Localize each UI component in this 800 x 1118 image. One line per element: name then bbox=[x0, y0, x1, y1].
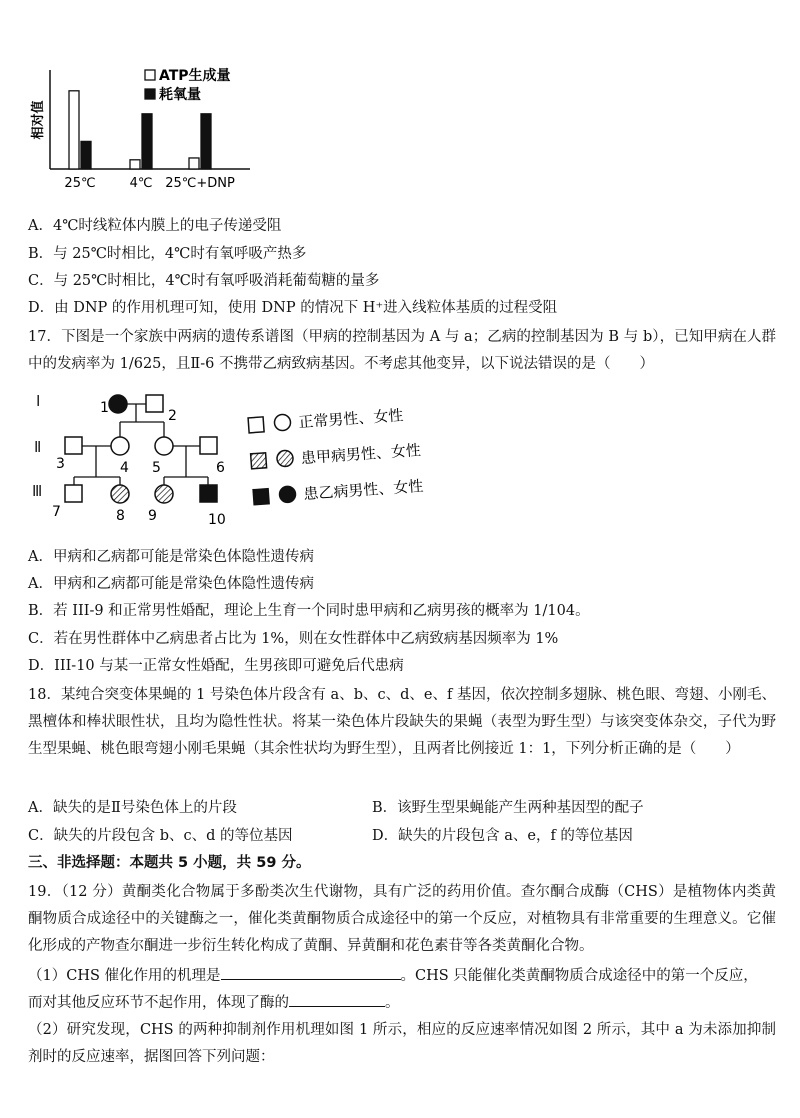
y-axis-label: 相对值 bbox=[31, 100, 46, 140]
individual-8-affected-a-female bbox=[111, 485, 129, 503]
bar-oxygen-0 bbox=[81, 141, 91, 169]
legend-label: ATP生成量 bbox=[159, 68, 231, 84]
legend-affected-a-male-icon bbox=[251, 453, 267, 469]
individual-number: 9 bbox=[148, 508, 157, 524]
individual-number: 4 bbox=[120, 460, 129, 476]
individual-number: 6 bbox=[216, 460, 225, 476]
q19-sub1-text: 。CHS 只能催化类黄酮物质合成途径中的第一个反应， bbox=[400, 968, 758, 984]
generation-label: Ⅰ bbox=[36, 392, 41, 410]
bar-atp-2 bbox=[189, 158, 199, 169]
bar-oxygen-1 bbox=[142, 114, 152, 169]
legend-normal-male-icon bbox=[248, 417, 264, 433]
bar-oxygen-2 bbox=[201, 114, 211, 169]
individual-7-normal-male bbox=[65, 485, 82, 502]
individual-number: 1 bbox=[100, 400, 109, 416]
legend-label: 患甲病男性、女性 bbox=[300, 440, 422, 468]
legend-swatch bbox=[145, 89, 155, 99]
q16-option-a: A．4℃时线粒体内膜上的电子传递受阻 bbox=[28, 218, 282, 234]
generation-label: Ⅱ bbox=[34, 438, 42, 456]
legend-normal-female-icon bbox=[274, 414, 291, 431]
q19-sub1-text: 。 bbox=[385, 995, 400, 1011]
generation-label: Ⅲ bbox=[32, 482, 43, 500]
q17-stem: 17．下图是一个家族中两病的遗传系谱图（甲病的控制基因为 A 与 a；乙病的控制基因为 B 与 b），已知甲病在人群中的发病率为 1/625，且Ⅱ-6 不携带乙病致病基因。不考虑其他变异，以下说法错误的是（ ） bbox=[28, 329, 776, 372]
pedigree-legend bbox=[248, 405, 424, 507]
individual-9-affected-a-female bbox=[155, 485, 173, 503]
legend-affected-b-male-icon bbox=[253, 489, 269, 505]
q18-option-b: B．该野生型果蝇能产生两种基因型的配子 bbox=[372, 800, 644, 816]
legend-label: 患乙病男性、女性 bbox=[302, 476, 424, 504]
individual-2-normal-male bbox=[146, 395, 163, 412]
bar-atp-0 bbox=[69, 91, 79, 169]
q18-stem: 18．某纯合突变体果蝇的 1 号染色体片段含有 a、b、c、d、e、f 基因，依次控制多翅脉、桃色眼、弯翅、小刚毛、黑檀体和棒状眼性状，且均为隐性性状。将某一染色体片段缺失的果蝇（表型为野生型）与该突变体杂交，子代为野生型果蝇、桃色眼弯翅小刚毛果蝇（其余性状均为野生型），且两者比例接近 1：1，下列分析正确的是（ ） bbox=[28, 687, 776, 757]
individual-5-normal-female bbox=[155, 437, 173, 455]
q19-sub1-text: 而对其他反应环节不起作用，体现了酶的 bbox=[28, 995, 289, 1011]
q17-option: C．若在男性群体中乙病患者占比为 1%，则在女性群体中乙病致病基因频率为 1% bbox=[28, 631, 559, 647]
individual-number: 8 bbox=[116, 508, 125, 524]
legend-affected-a-female-icon bbox=[276, 450, 293, 467]
legend-swatch bbox=[145, 70, 155, 80]
legend-label: 耗氧量 bbox=[159, 87, 201, 103]
q17-option: B．若 III-9 和正常男性婚配，理论上生育一个同时患甲病和乙病男孩的概率为 1/104。 bbox=[28, 603, 590, 619]
q18-option-a: A．缺失的是Ⅱ号染色体上的片段 bbox=[28, 800, 237, 816]
q18-option-c: C．缺失的片段包含 b、c、d 的等位基因 bbox=[28, 828, 293, 844]
individual-number: 7 bbox=[52, 504, 61, 520]
q16-option-b: B．与 25℃时相比，4℃时有氧呼吸产热多 bbox=[28, 246, 307, 262]
individual-10-affected-b-male bbox=[200, 485, 217, 502]
q19-sub1-text: （1）CHS 催化作用的机理是 bbox=[28, 968, 221, 984]
pedigree-diagram bbox=[28, 382, 448, 532]
q17-option: D．III-10 与某一正常女性婚配，生男孩即可避免后代患病 bbox=[28, 658, 404, 674]
x-tick-label: 4℃ bbox=[129, 176, 153, 191]
individual-4-normal-female bbox=[111, 437, 129, 455]
individual-1-affected-b-female bbox=[109, 395, 127, 413]
q16-option-c: C．与 25℃时相比，4℃时有氧呼吸消耗葡萄糖的量多 bbox=[28, 273, 380, 289]
x-tick-label: 25℃ bbox=[64, 176, 96, 191]
q17-option: A．甲病和乙病都可能是常染色体隐性遗传病 bbox=[28, 576, 314, 592]
legend-affected-b-female-icon bbox=[279, 486, 296, 503]
individual-number: 2 bbox=[168, 408, 177, 424]
q19-stem: 19．（12 分）黄酮类化合物属于多酚类次生代谢物，具有广泛的药用价值。查尔酮合成酶（CHS）是植物体内类黄酮物质合成途径中的关键酶之一，催化类黄酮物质合成途径中的第一个反应，对植物具有非常重要的生理意义。它催化形成的产物查尔酮进一步衍生转化构成了黄酮、异黄酮和花色素苷等各类黄酮化合物。 bbox=[28, 884, 776, 954]
q17-option: A．甲病和乙病都可能是常染色体隐性遗传病 bbox=[28, 549, 314, 565]
legend-label: 正常男性、女性 bbox=[297, 406, 404, 432]
q16-option-d: D．由 DNP 的作用机理可知，使用 DNP 的情况下 H⁺进入线粒体基质的过程受阻 bbox=[28, 300, 558, 316]
bar-chart bbox=[28, 62, 268, 194]
individual-number: 5 bbox=[152, 460, 161, 476]
answer-blank[interactable] bbox=[289, 990, 385, 1007]
individual-3-normal-male bbox=[65, 437, 82, 454]
section-heading: 三、非选择题：本题共 5 小题，共 59 分。 bbox=[28, 855, 311, 871]
individual-number: 3 bbox=[56, 456, 65, 472]
individual-number: 10 bbox=[208, 512, 226, 528]
x-tick-label: 25℃+DNP bbox=[165, 176, 235, 191]
q19-sub2: （2）研究发现，CHS 的两种抑制剂作用机理如图 1 所示，相应的反应速率情况如图 2 所示，其中 a 为未添加抑制剂时的反应速率，据图回答下列问题： bbox=[28, 1022, 776, 1065]
answer-blank[interactable] bbox=[221, 963, 401, 980]
bar-atp-1 bbox=[130, 160, 140, 169]
q19-sub1 bbox=[28, 963, 776, 1017]
q18-option-d: D．缺失的片段包含 a、e，f 的等位基因 bbox=[372, 828, 633, 844]
individual-6-normal-male bbox=[200, 437, 217, 454]
